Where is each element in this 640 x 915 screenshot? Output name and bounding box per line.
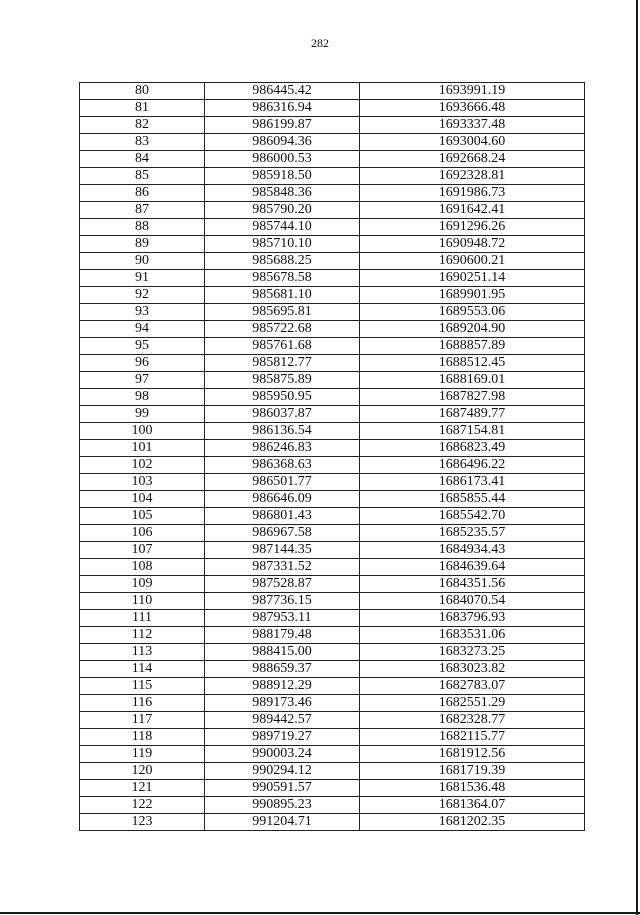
- point-number-cell: 86: [80, 185, 205, 202]
- table-row: [80, 372, 585, 389]
- x-coordinate-cell: 987953.11: [205, 610, 360, 627]
- y-coordinate-cell: 1682328.77: [360, 712, 585, 729]
- table-row: [80, 83, 585, 100]
- point-number-cell: 99: [80, 406, 205, 423]
- table-row: [80, 814, 585, 831]
- y-coordinate-cell: 1687154.81: [360, 423, 585, 440]
- x-coordinate-cell: 985681.10: [205, 287, 360, 304]
- y-coordinate-cell: 1688512.45: [360, 355, 585, 372]
- x-coordinate-cell: 986445.42: [205, 83, 360, 100]
- table-row: [80, 440, 585, 457]
- table-row: [80, 202, 585, 219]
- table-row: [80, 457, 585, 474]
- table-row: [80, 559, 585, 576]
- x-coordinate-cell: 991204.71: [205, 814, 360, 831]
- point-number-cell: 112: [80, 627, 205, 644]
- x-coordinate-cell: 987528.87: [205, 576, 360, 593]
- point-number-cell: 93: [80, 304, 205, 321]
- y-coordinate-cell: 1686823.49: [360, 440, 585, 457]
- y-coordinate-cell: 1684070.54: [360, 593, 585, 610]
- y-coordinate-cell: 1687489.77: [360, 406, 585, 423]
- x-coordinate-cell: 986967.58: [205, 525, 360, 542]
- point-number-cell: 94: [80, 321, 205, 338]
- point-number-cell: 85: [80, 168, 205, 185]
- point-number-cell: 107: [80, 542, 205, 559]
- table-row: [80, 406, 585, 423]
- point-number-cell: 89: [80, 236, 205, 253]
- point-number-cell: 102: [80, 457, 205, 474]
- point-number-cell: 103: [80, 474, 205, 491]
- x-coordinate-cell: 985950.95: [205, 389, 360, 406]
- y-coordinate-cell: 1689204.90: [360, 321, 585, 338]
- y-coordinate-cell: 1684639.64: [360, 559, 585, 576]
- point-number-cell: 96: [80, 355, 205, 372]
- x-coordinate-cell: 985812.77: [205, 355, 360, 372]
- point-number-cell: 80: [80, 83, 205, 100]
- x-coordinate-cell: 987144.35: [205, 542, 360, 559]
- table-row: [80, 287, 585, 304]
- point-number-cell: 95: [80, 338, 205, 355]
- table-row: [80, 134, 585, 151]
- x-coordinate-cell: 989719.27: [205, 729, 360, 746]
- table-row: [80, 593, 585, 610]
- point-number-cell: 113: [80, 644, 205, 661]
- y-coordinate-cell: 1692668.24: [360, 151, 585, 168]
- y-coordinate-cell: 1692328.81: [360, 168, 585, 185]
- y-coordinate-cell: 1689553.06: [360, 304, 585, 321]
- x-coordinate-cell: 989442.57: [205, 712, 360, 729]
- table-row: [80, 168, 585, 185]
- x-coordinate-cell: 986246.83: [205, 440, 360, 457]
- point-number-cell: 88: [80, 219, 205, 236]
- point-number-cell: 118: [80, 729, 205, 746]
- y-coordinate-cell: 1693337.48: [360, 117, 585, 134]
- x-coordinate-cell: 986094.36: [205, 134, 360, 151]
- y-coordinate-cell: 1682783.07: [360, 678, 585, 695]
- table-row: [80, 542, 585, 559]
- y-coordinate-cell: 1689901.95: [360, 287, 585, 304]
- page-edge-right: [636, 0, 638, 915]
- table-row: [80, 525, 585, 542]
- y-coordinate-cell: 1681364.07: [360, 797, 585, 814]
- x-coordinate-cell: 985761.68: [205, 338, 360, 355]
- x-coordinate-cell: 986316.94: [205, 100, 360, 117]
- y-coordinate-cell: 1684351.56: [360, 576, 585, 593]
- table-row: [80, 746, 585, 763]
- point-number-cell: 100: [80, 423, 205, 440]
- y-coordinate-cell: 1685235.57: [360, 525, 585, 542]
- x-coordinate-cell: 985875.89: [205, 372, 360, 389]
- point-number-cell: 114: [80, 661, 205, 678]
- table-row: [80, 423, 585, 440]
- x-coordinate-cell: 985722.68: [205, 321, 360, 338]
- coordinate-table: [79, 82, 585, 831]
- x-coordinate-cell: 985688.25: [205, 253, 360, 270]
- table-row: [80, 712, 585, 729]
- y-coordinate-cell: 1681912.56: [360, 746, 585, 763]
- y-coordinate-cell: 1682115.77: [360, 729, 585, 746]
- point-number-cell: 109: [80, 576, 205, 593]
- table-row: [80, 219, 585, 236]
- point-number-cell: 92: [80, 287, 205, 304]
- x-coordinate-cell: 988179.48: [205, 627, 360, 644]
- y-coordinate-cell: 1686496.22: [360, 457, 585, 474]
- x-coordinate-cell: 985678.58: [205, 270, 360, 287]
- x-coordinate-cell: 985744.10: [205, 219, 360, 236]
- point-number-cell: 108: [80, 559, 205, 576]
- y-coordinate-cell: 1681536.48: [360, 780, 585, 797]
- x-coordinate-cell: 990895.23: [205, 797, 360, 814]
- table-row: [80, 610, 585, 627]
- x-coordinate-cell: 987331.52: [205, 559, 360, 576]
- y-coordinate-cell: 1691986.73: [360, 185, 585, 202]
- point-number-cell: 91: [80, 270, 205, 287]
- table-row: [80, 100, 585, 117]
- x-coordinate-cell: 987736.15: [205, 593, 360, 610]
- x-coordinate-cell: 985918.50: [205, 168, 360, 185]
- table-row: [80, 797, 585, 814]
- table-row: [80, 117, 585, 134]
- point-number-cell: 84: [80, 151, 205, 168]
- y-coordinate-cell: 1681719.39: [360, 763, 585, 780]
- point-number-cell: 105: [80, 508, 205, 525]
- y-coordinate-cell: 1690600.21: [360, 253, 585, 270]
- y-coordinate-cell: 1688857.89: [360, 338, 585, 355]
- point-number-cell: 119: [80, 746, 205, 763]
- point-number-cell: 83: [80, 134, 205, 151]
- table-row: [80, 491, 585, 508]
- table-row: [80, 780, 585, 797]
- point-number-cell: 104: [80, 491, 205, 508]
- x-coordinate-cell: 990003.24: [205, 746, 360, 763]
- y-coordinate-cell: 1683531.06: [360, 627, 585, 644]
- table-row: [80, 644, 585, 661]
- table-row: [80, 355, 585, 372]
- y-coordinate-cell: 1685855.44: [360, 491, 585, 508]
- y-coordinate-cell: 1693004.60: [360, 134, 585, 151]
- table-row: [80, 304, 585, 321]
- table-row: [80, 321, 585, 338]
- page-edge-bottom: [0, 912, 640, 914]
- y-coordinate-cell: 1686173.41: [360, 474, 585, 491]
- point-number-cell: 87: [80, 202, 205, 219]
- y-coordinate-cell: 1690251.14: [360, 270, 585, 287]
- x-coordinate-cell: 985695.81: [205, 304, 360, 321]
- y-coordinate-cell: 1683273.25: [360, 644, 585, 661]
- point-number-cell: 122: [80, 797, 205, 814]
- point-number-cell: 98: [80, 389, 205, 406]
- y-coordinate-cell: 1683023.82: [360, 661, 585, 678]
- table-row: [80, 338, 585, 355]
- y-coordinate-cell: 1682551.29: [360, 695, 585, 712]
- y-coordinate-cell: 1691642.41: [360, 202, 585, 219]
- x-coordinate-cell: 986037.87: [205, 406, 360, 423]
- x-coordinate-cell: 986000.53: [205, 151, 360, 168]
- table-row: [80, 729, 585, 746]
- coordinate-table-body: [80, 83, 585, 831]
- x-coordinate-cell: 985710.10: [205, 236, 360, 253]
- x-coordinate-cell: 990591.57: [205, 780, 360, 797]
- y-coordinate-cell: 1687827.98: [360, 389, 585, 406]
- point-number-cell: 115: [80, 678, 205, 695]
- table-row: [80, 185, 585, 202]
- point-number-cell: 82: [80, 117, 205, 134]
- y-coordinate-cell: 1683796.93: [360, 610, 585, 627]
- y-coordinate-cell: 1690948.72: [360, 236, 585, 253]
- x-coordinate-cell: 986368.63: [205, 457, 360, 474]
- x-coordinate-cell: 986136.54: [205, 423, 360, 440]
- table-row: [80, 389, 585, 406]
- x-coordinate-cell: 986199.87: [205, 117, 360, 134]
- y-coordinate-cell: 1681202.35: [360, 814, 585, 831]
- table-row: [80, 627, 585, 644]
- table-row: [80, 661, 585, 678]
- y-coordinate-cell: 1691296.26: [360, 219, 585, 236]
- table-row: [80, 474, 585, 491]
- x-coordinate-cell: 988659.37: [205, 661, 360, 678]
- x-coordinate-cell: 985848.36: [205, 185, 360, 202]
- x-coordinate-cell: 990294.12: [205, 763, 360, 780]
- point-number-cell: 120: [80, 763, 205, 780]
- point-number-cell: 123: [80, 814, 205, 831]
- point-number-cell: 90: [80, 253, 205, 270]
- x-coordinate-cell: 989173.46: [205, 695, 360, 712]
- point-number-cell: 106: [80, 525, 205, 542]
- table-row: [80, 576, 585, 593]
- table-row: [80, 508, 585, 525]
- point-number-cell: 116: [80, 695, 205, 712]
- point-number-cell: 81: [80, 100, 205, 117]
- y-coordinate-cell: 1693991.19: [360, 83, 585, 100]
- x-coordinate-cell: 988415.00: [205, 644, 360, 661]
- x-coordinate-cell: 985790.20: [205, 202, 360, 219]
- table-row: [80, 270, 585, 287]
- point-number-cell: 101: [80, 440, 205, 457]
- table-row: [80, 236, 585, 253]
- table-row: [80, 695, 585, 712]
- table-row: [80, 678, 585, 695]
- y-coordinate-cell: 1685542.70: [360, 508, 585, 525]
- y-coordinate-cell: 1688169.01: [360, 372, 585, 389]
- point-number-cell: 111: [80, 610, 205, 627]
- point-number-cell: 121: [80, 780, 205, 797]
- point-number-cell: 117: [80, 712, 205, 729]
- table-row: [80, 253, 585, 270]
- x-coordinate-cell: 986501.77: [205, 474, 360, 491]
- page-number: 282: [311, 36, 329, 50]
- y-coordinate-cell: 1684934.43: [360, 542, 585, 559]
- x-coordinate-cell: 986646.09: [205, 491, 360, 508]
- y-coordinate-cell: 1693666.48: [360, 100, 585, 117]
- point-number-cell: 110: [80, 593, 205, 610]
- table-row: [80, 151, 585, 168]
- x-coordinate-cell: 986801.43: [205, 508, 360, 525]
- point-number-cell: 97: [80, 372, 205, 389]
- x-coordinate-cell: 988912.29: [205, 678, 360, 695]
- table-row: [80, 763, 585, 780]
